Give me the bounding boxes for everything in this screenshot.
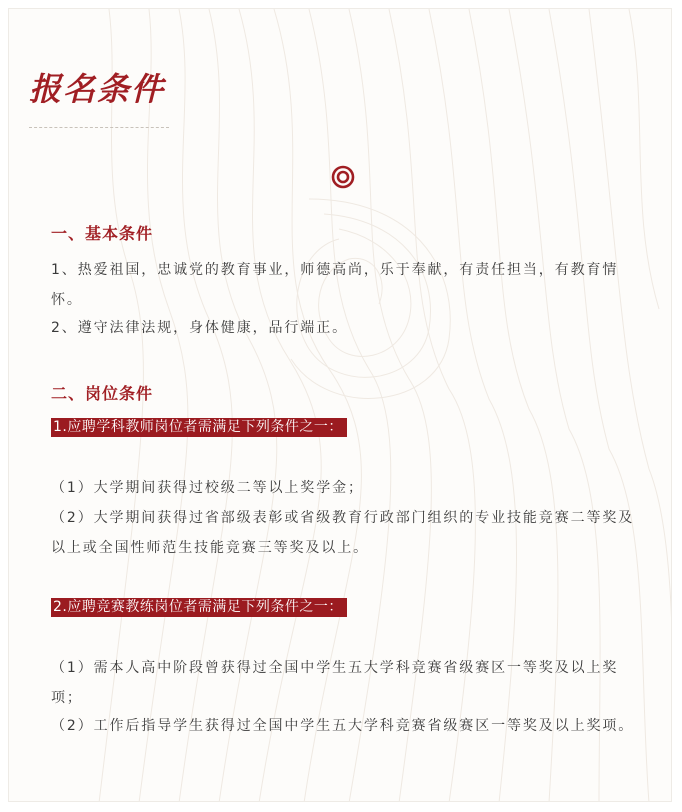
subject-teacher-condition-1: （1）大学期间获得过校级二等以上奖学金；: [51, 480, 364, 496]
section-heading-basic: 一、基本条件: [51, 224, 154, 243]
section-heading-position: 二、岗位条件: [51, 384, 154, 403]
subject-teacher-condition-2: （2）大学期间获得过省部级表彰或省级教育行政部门组织的专业技能竞赛二等奖及以上或全国性师范生技能竞赛三等奖及以上。: [51, 510, 635, 556]
subject-teacher-label: 1.应聘学科教师岗位者需满足下列条件之一：: [51, 418, 347, 437]
double-circle-icon: [331, 165, 355, 189]
page-title: 报名条件: [29, 70, 166, 108]
content-card: [8, 8, 672, 802]
competition-coach-condition-1: （1）需本人高中阶段曾获得过全国中学生五大学科竞赛省级赛区一等奖及以上奖项；: [51, 660, 619, 706]
title-divider: [29, 127, 169, 128]
competition-coach-label: 2.应聘竞赛教练岗位者需满足下列条件之一：: [51, 598, 347, 617]
basic-condition-2: 2、遵守法律法规，身体健康，品行端正。: [51, 320, 349, 336]
competition-coach-condition-2: （2）工作后指导学生获得过全国中学生五大学科竞赛省级赛区一等奖及以上奖项。: [51, 718, 635, 734]
basic-condition-1: 1、热爱祖国，忠诚党的教育事业，师德高尚，乐于奉献，有责任担当，有教育情怀。: [51, 262, 619, 308]
